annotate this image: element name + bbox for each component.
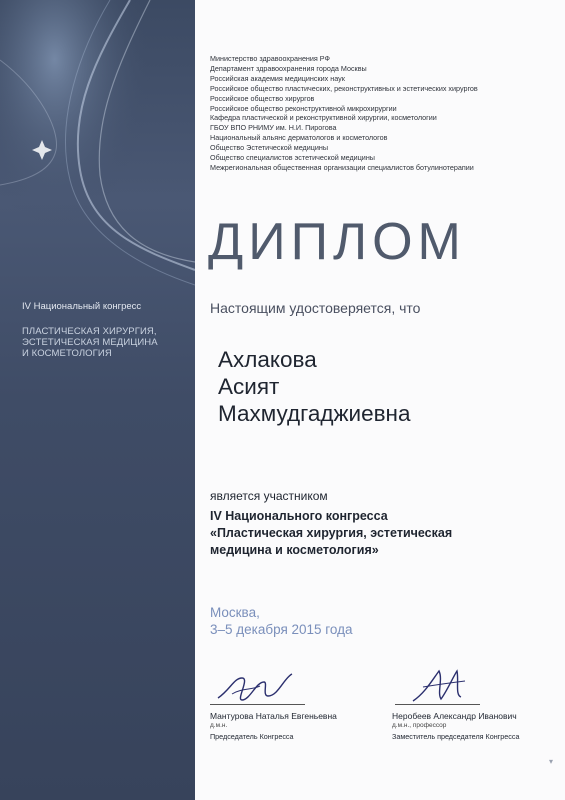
right-signer-degree: д.м.н., профессор xyxy=(392,722,447,729)
left-handwritten-signature xyxy=(212,668,297,708)
right-signer-name: Неробеев Александр Иванович xyxy=(392,711,517,721)
left-signer-role: Председатель Конгресса xyxy=(210,732,294,741)
event-line: IV Национального конгресса xyxy=(210,509,388,523)
diploma-title: ДИПЛОМ xyxy=(208,213,466,271)
corner-mark: ▾ xyxy=(549,757,554,766)
organizers-list xyxy=(210,54,478,173)
organizer-item: Департамент здравоохранения города Москвы xyxy=(210,63,367,73)
event-line: «Пластическая хирургия, эстетическая xyxy=(210,526,453,540)
organizer-item: Российское общество реконструктивной микрохирургии xyxy=(210,103,397,113)
event-dates: 3–5 декабря 2015 года xyxy=(210,622,353,637)
right-signature-line xyxy=(395,704,480,705)
participant-text: является участником xyxy=(210,489,328,503)
organizer-item: Общество специалистов эстетической медицины xyxy=(210,153,375,163)
organizer-item: Российская академия медицинских наук xyxy=(210,73,345,83)
sidebar-panel xyxy=(0,0,195,800)
sidebar-congress-label: IV Национальный конгресс xyxy=(22,301,142,312)
decorative-swirl xyxy=(0,0,195,800)
sidebar-topic-line: ЭСТЕТИЧЕСКАЯ МЕДИЦИНА xyxy=(22,337,158,348)
recipient-name xyxy=(218,346,411,427)
recipient-patronymic: Махмудгаджиевна xyxy=(218,401,411,426)
sidebar-topic xyxy=(22,326,192,359)
recipient-first-name: Асият xyxy=(218,374,280,399)
organizer-item: Общество Эстетической медицины xyxy=(210,143,329,153)
organizer-item: Межрегиональная общественная организации специалистов ботулинотерапии xyxy=(210,162,474,172)
left-signer-name: Мантурова Наталья Евгеньевна xyxy=(210,711,337,721)
organizer-item: Кафедра пластической и реконструктивной хирургии, косметологии xyxy=(210,113,437,123)
recipient-surname: Ахлакова xyxy=(218,347,317,372)
left-signature-line xyxy=(210,704,305,705)
organizer-item: ГБОУ ВПО РНИМУ им. Н.И. Пирогова xyxy=(210,123,337,133)
sidebar-topic-line: И КОСМЕТОЛОГИЯ xyxy=(22,348,112,359)
event-line: медицина и косметология» xyxy=(210,543,379,557)
place-date xyxy=(210,604,353,638)
organizer-item: Российское общество пластических, реконструктивных и эстетических хирургов xyxy=(210,83,478,93)
right-signer-role: Заместитель председателя Конгресса xyxy=(392,732,520,741)
sidebar-topic-line: ПЛАСТИЧЕСКАЯ ХИРУРГИЯ, xyxy=(22,326,157,337)
organizer-item: Министерство здравоохранения РФ xyxy=(210,54,330,63)
place-city: Москва, xyxy=(210,605,260,620)
right-handwritten-signature xyxy=(405,665,475,709)
certify-text: Настоящим удостоверяется, что xyxy=(210,300,421,316)
left-signer-degree: д.м.н. xyxy=(210,722,228,729)
organizer-item: Национальный альянс дерматологов и косметологов xyxy=(210,133,388,143)
event-title xyxy=(210,508,452,559)
organizer-item: Российское общество хирургов xyxy=(210,93,315,103)
